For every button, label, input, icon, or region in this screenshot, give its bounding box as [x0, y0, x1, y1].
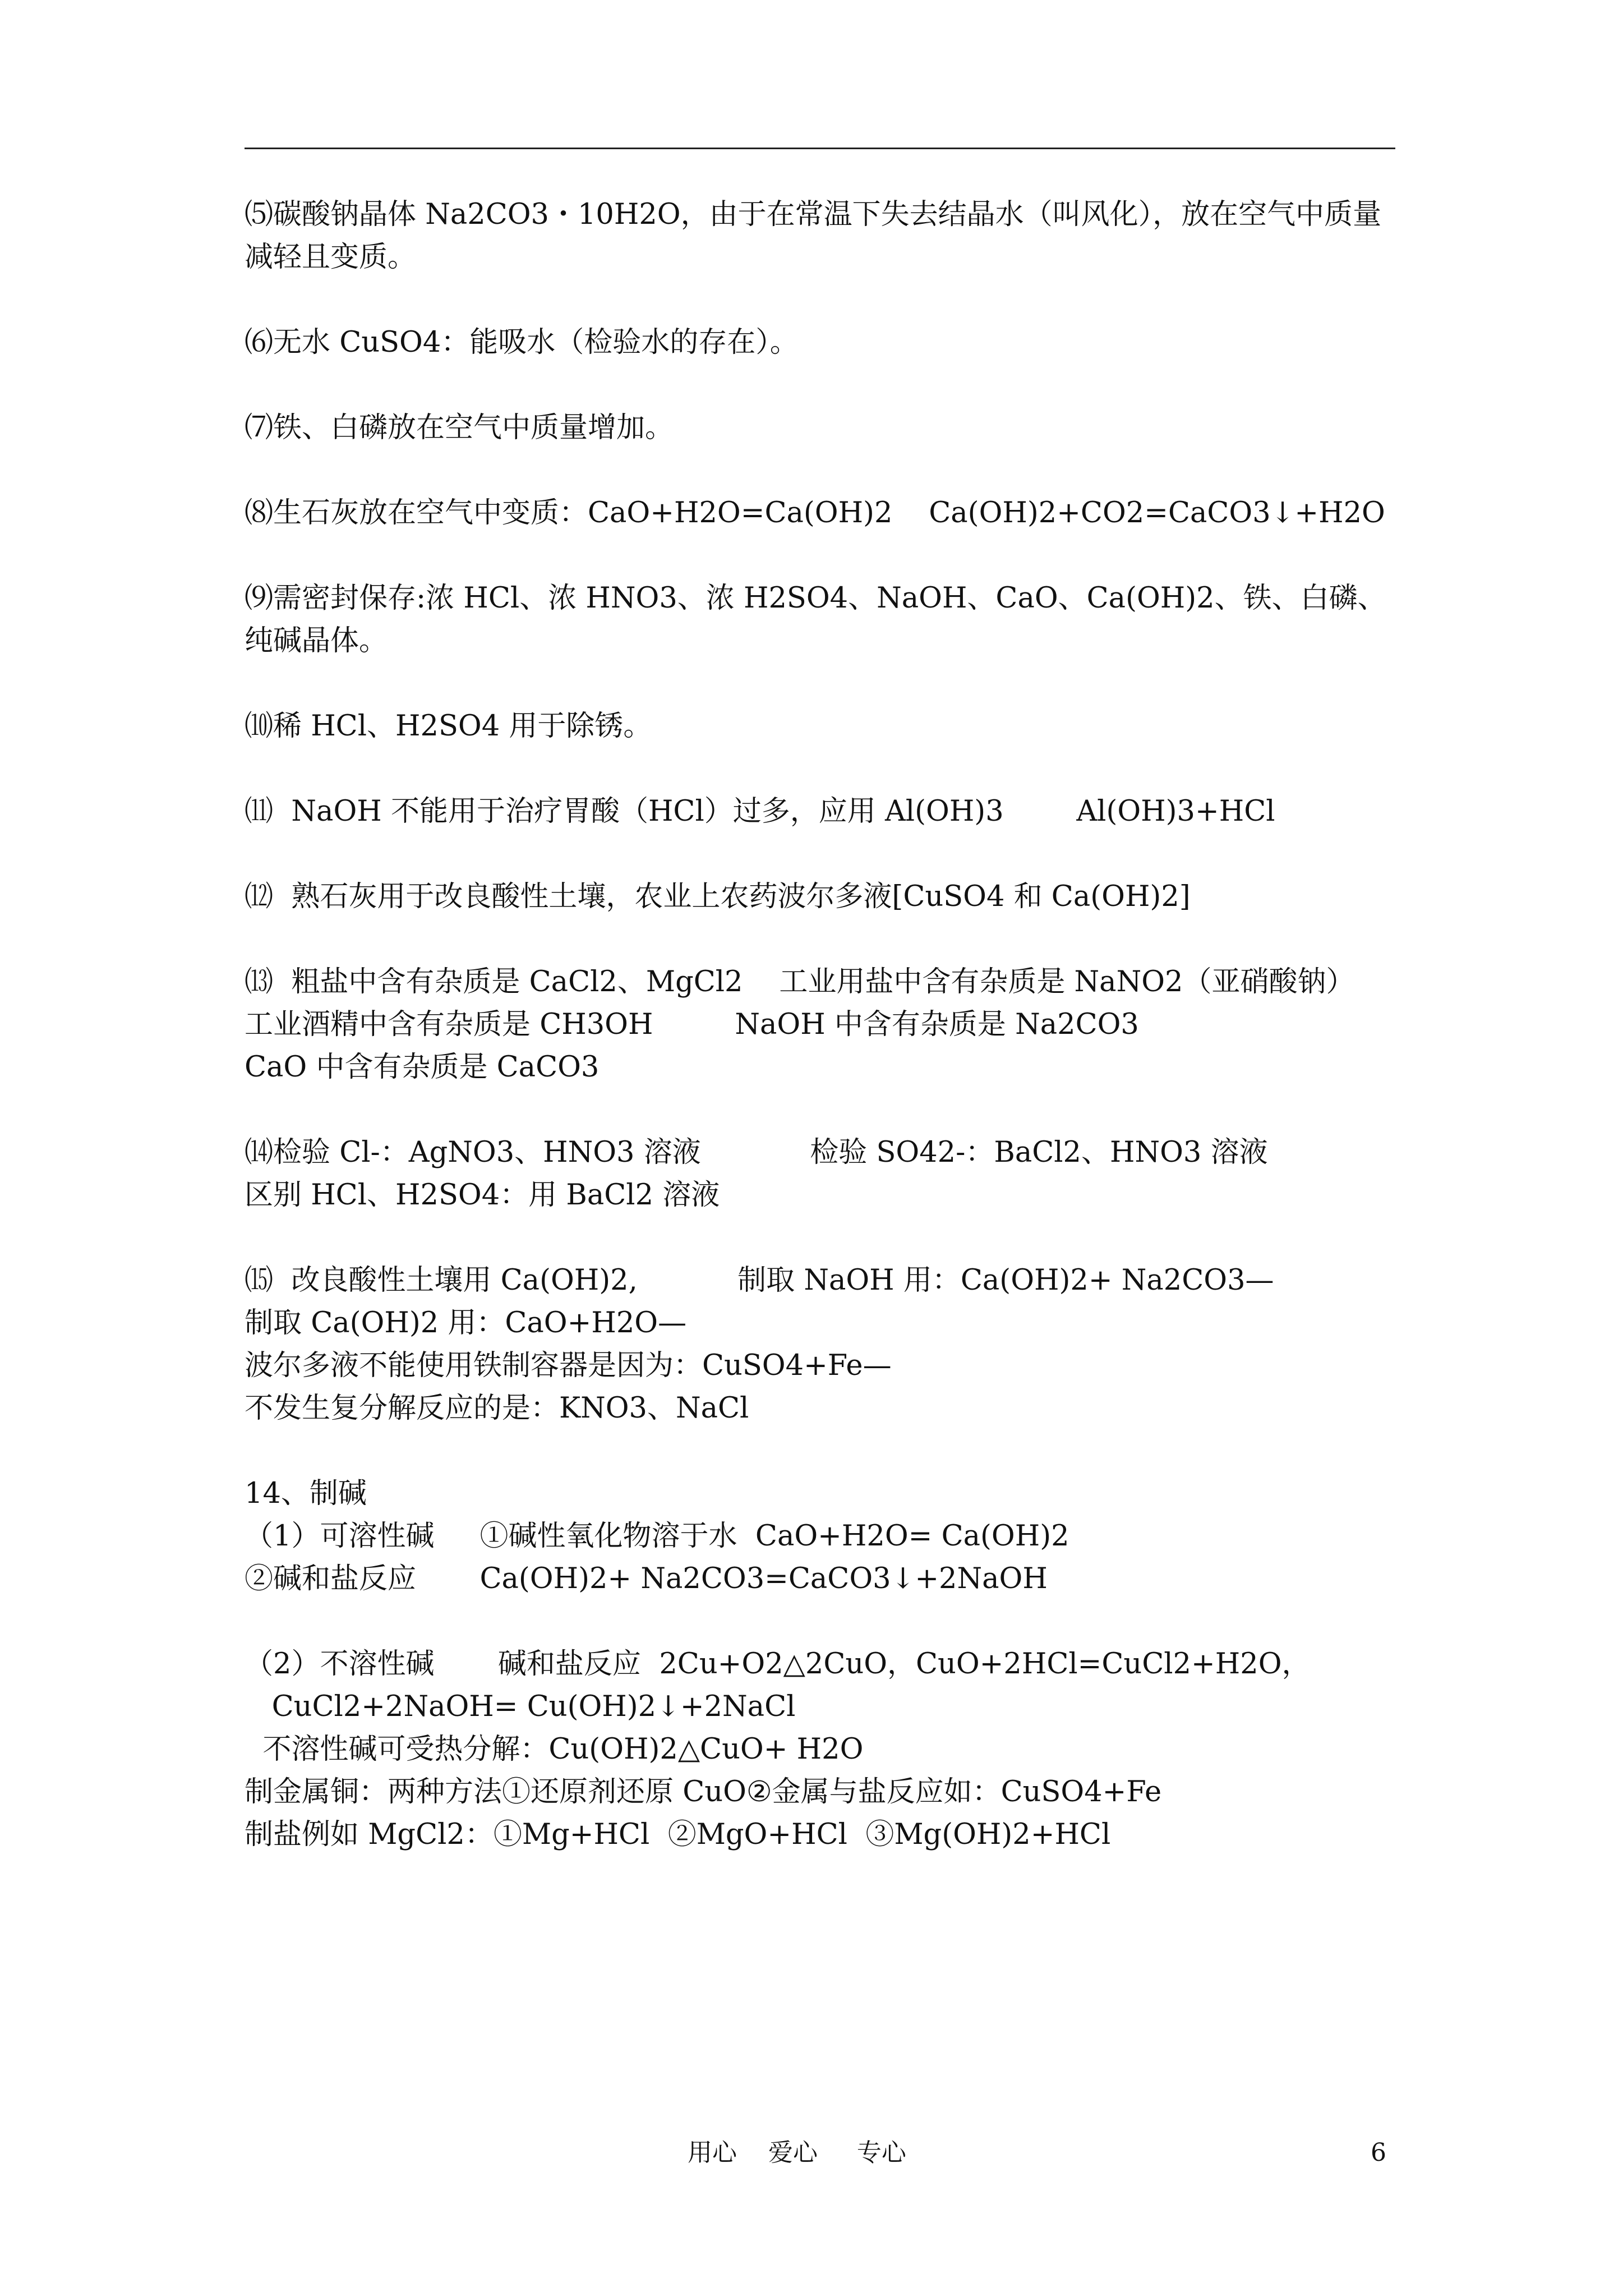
- text-line: 制金属铜：两种方法①还原剂还原 CuO②金属与盐反应如：CuSO4+Fe: [245, 1775, 1162, 1809]
- text-line: 波尔多液不能使用铁制容器是因为：CuSO4+Fe—: [245, 1349, 892, 1382]
- text-line: CuCl2+2NaOH= Cu(OH)2↓+2NaCl: [245, 1690, 796, 1723]
- page-body: [245, 194, 1400, 1899]
- text-line: ⑾ NaOH 不能用于治疗胃酸（HCl）过多，应用 Al(OH)3 Al(OH)3+HCl: [245, 795, 1275, 828]
- section-14-insoluble: [245, 1643, 1400, 1856]
- text-line: ⑻生石灰放在空气中变质：CaO+H2O=Ca(OH)2 Ca(OH)2+CO2=CaCO3↓+H2O: [245, 496, 1385, 530]
- text-line: ⒀ 粗盐中含有杂质是 CaCl2、MgCl2 工业用盐中含有杂质是 NaNO2（亚硝酸钠）: [245, 965, 1355, 999]
- item-15: [245, 1259, 1400, 1430]
- text-line: 工业酒精中含有杂质是 CH3OH NaOH 中含有杂质是 Na2CO3: [245, 1008, 1139, 1041]
- text-line: （1）可溶性碱 ①碱性氧化物溶于水 CaO+H2O= Ca(OH)2: [245, 1520, 1069, 1553]
- header-rule: [245, 148, 1395, 149]
- item-9: [245, 577, 1400, 662]
- text-line: ⒁检验 Cl-：AgNO3、HNO3 溶液 检验 SO42-：BaCl2、HNO3 溶液: [245, 1136, 1268, 1169]
- item-11: [245, 790, 1400, 833]
- item-14: [245, 1131, 1400, 1217]
- item-13: [245, 961, 1400, 1089]
- text-line: ⑹无水 CuSO4：能吸水（检验水的存在）。: [245, 326, 799, 359]
- text-line: ⑺铁、白磷放在空气中质量增加。: [245, 411, 674, 444]
- text-line: 不溶性碱可受热分解：Cu(OH)2△CuO+ H2O: [245, 1733, 864, 1766]
- section-14-heading: [245, 1473, 1400, 1600]
- footer-motto: 用心 爱心 专心: [688, 2138, 906, 2167]
- text-line: ⑸碳酸钠晶体 Na2CO3・10H2O，由于在常温下失去结晶水（叫风化），放在空气中质量减轻且变质。: [245, 198, 1382, 274]
- text-line: ⑼需密封保存:浓 HCl、浓 HNO3、浓 H2SO4、NaOH、CaO、Ca(OH)2、铁、白磷、纯碱晶体。: [245, 582, 1386, 657]
- item-10: [245, 705, 1400, 748]
- text-line: ⒂ 改良酸性土壤用 Ca(OH)2, 制取 NaOH 用：Ca(OH)2+ Na2CO3—: [245, 1264, 1274, 1297]
- text-line: ⑿ 熟石灰用于改良酸性土壤，农业上农药波尔多液[CuSO4 和 Ca(OH)2]: [245, 880, 1191, 913]
- text-line: 区别 HCl、H2SO4：用 BaCl2 溶液: [245, 1179, 720, 1212]
- text-line: ⑽稀 HCl、H2SO4 用于除锈。: [245, 710, 652, 743]
- text-line: 不发生复分解反应的是：KNO3、NaCl: [245, 1392, 749, 1425]
- text-line: CaO 中含有杂质是 CaCO3: [245, 1051, 600, 1084]
- text-line: 制取 Ca(OH)2 用：CaO+H2O—: [245, 1306, 687, 1340]
- item-12: [245, 876, 1400, 918]
- item-7: [245, 407, 1400, 449]
- text-line: （2）不溶性碱 碱和盐反应 2Cu+O2△2CuO，CuO+2HCl=CuCl2+H2O，: [245, 1648, 1311, 1681]
- item-6: [245, 321, 1400, 364]
- text-line: 14、制碱: [245, 1477, 367, 1510]
- text-line: 制盐例如 MgCl2：①Mg+HCl ②MgO+HCl ③Mg(OH)2+HCl: [245, 1818, 1111, 1851]
- item-8: [245, 492, 1400, 535]
- text-line: ②碱和盐反应 Ca(OH)2+ Na2CO3=CaCO3↓+2NaOH: [245, 1562, 1048, 1595]
- page-number: 6: [1371, 2138, 1386, 2167]
- item-5: [245, 194, 1400, 279]
